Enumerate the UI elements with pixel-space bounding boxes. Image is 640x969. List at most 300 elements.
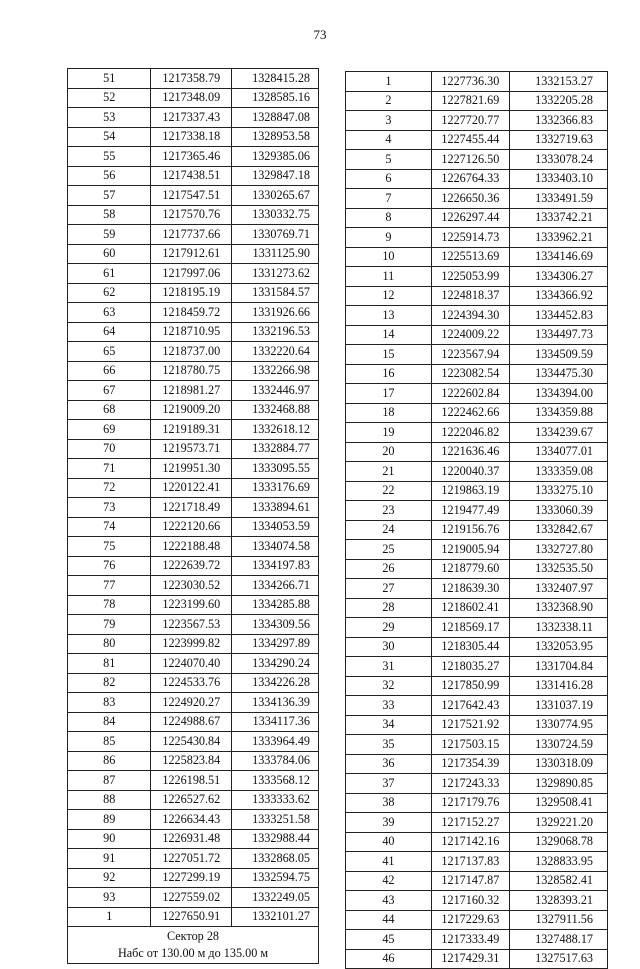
y-coordinate-cell: 1333359.08 — [509, 462, 607, 482]
point-number-cell: 92 — [68, 868, 151, 888]
x-coordinate-cell: 1217850.99 — [431, 676, 509, 696]
y-coordinate-cell: 1331926.66 — [232, 303, 319, 323]
point-number-cell: 42 — [346, 871, 432, 891]
x-coordinate-cell: 1221636.46 — [431, 442, 509, 462]
x-coordinate-cell: 1222602.84 — [431, 384, 509, 404]
y-coordinate-cell: 1332205.28 — [509, 91, 607, 111]
point-number-cell: 36 — [346, 754, 432, 774]
y-coordinate-cell: 1330724.59 — [509, 735, 607, 755]
table-row — [68, 322, 319, 342]
table-row — [68, 537, 319, 557]
table-row — [346, 949, 608, 969]
table-row — [346, 286, 608, 306]
x-coordinate-cell: 1227299.19 — [151, 868, 232, 888]
point-number-cell: 85 — [68, 732, 151, 752]
y-coordinate-cell: 1333095.55 — [232, 459, 319, 479]
point-number-cell: 41 — [346, 852, 432, 872]
x-coordinate-cell: 1225053.99 — [431, 267, 509, 287]
table-row — [68, 400, 319, 420]
point-number-cell: 14 — [346, 325, 432, 345]
point-number-cell: 93 — [68, 888, 151, 908]
point-number-cell: 5 — [346, 150, 432, 170]
table-row — [346, 364, 608, 384]
y-coordinate-cell: 1334146.69 — [509, 247, 607, 267]
x-coordinate-cell: 1218981.27 — [151, 381, 232, 401]
x-coordinate-cell: 1227559.02 — [151, 888, 232, 908]
point-number-cell: 8 — [346, 208, 432, 228]
point-number-cell: 20 — [346, 442, 432, 462]
y-coordinate-cell: 1331273.62 — [232, 264, 319, 284]
table-row — [68, 849, 319, 869]
y-coordinate-cell: 1332535.50 — [509, 559, 607, 579]
table-row — [346, 208, 608, 228]
table-row — [346, 715, 608, 735]
sector-title: Сектор 28 — [166, 929, 220, 943]
table-row — [346, 637, 608, 657]
table-row — [68, 634, 319, 654]
x-coordinate-cell: 1222188.48 — [151, 537, 232, 557]
point-number-cell: 29 — [346, 618, 432, 638]
table-row — [346, 325, 608, 345]
point-number-cell: 34 — [346, 715, 432, 735]
point-number-cell: 78 — [68, 595, 151, 615]
y-coordinate-cell: 1332727.80 — [509, 540, 607, 560]
y-coordinate-cell: 1330318.09 — [509, 754, 607, 774]
x-coordinate-cell: 1217137.83 — [431, 852, 509, 872]
point-number-cell: 26 — [346, 559, 432, 579]
table-row — [346, 423, 608, 443]
x-coordinate-cell: 1218459.72 — [151, 303, 232, 323]
table-row — [68, 654, 319, 674]
point-number-cell: 86 — [68, 751, 151, 771]
point-number-cell: 91 — [68, 849, 151, 869]
table-row — [346, 189, 608, 209]
point-number-cell: 13 — [346, 306, 432, 326]
point-number-cell: 40 — [346, 832, 432, 852]
x-coordinate-cell: 1224818.37 — [431, 286, 509, 306]
point-number-cell: 2 — [346, 91, 432, 111]
table-row — [68, 69, 319, 89]
y-coordinate-cell: 1330265.67 — [232, 186, 319, 206]
table-row — [346, 696, 608, 716]
point-number-cell: 35 — [346, 735, 432, 755]
point-number-cell: 76 — [68, 556, 151, 576]
point-number-cell: 73 — [68, 498, 151, 518]
table-row — [346, 306, 608, 326]
x-coordinate-cell: 1227455.44 — [431, 130, 509, 150]
point-number-cell: 16 — [346, 364, 432, 384]
x-coordinate-cell: 1218035.27 — [431, 657, 509, 677]
y-coordinate-cell: 1332366.83 — [509, 111, 607, 131]
x-coordinate-cell: 1217570.76 — [151, 205, 232, 225]
y-coordinate-cell: 1334117.36 — [232, 712, 319, 732]
point-number-cell: 87 — [68, 771, 151, 791]
y-coordinate-cell: 1332446.97 — [232, 381, 319, 401]
y-coordinate-cell: 1334053.59 — [232, 517, 319, 537]
point-number-cell: 27 — [346, 579, 432, 599]
table-row — [68, 459, 319, 479]
table-row — [68, 888, 319, 908]
y-coordinate-cell: 1332196.53 — [232, 322, 319, 342]
x-coordinate-cell: 1224009.22 — [431, 325, 509, 345]
sector-caption-cell — [68, 927, 319, 964]
x-coordinate-cell: 1226650.36 — [431, 189, 509, 209]
x-coordinate-cell: 1219951.30 — [151, 459, 232, 479]
x-coordinate-cell: 1219009.20 — [151, 400, 232, 420]
point-number-cell: 70 — [68, 439, 151, 459]
x-coordinate-cell: 1223030.52 — [151, 576, 232, 596]
y-coordinate-cell: 1329890.85 — [509, 774, 607, 794]
x-coordinate-cell: 1217348.09 — [151, 88, 232, 108]
x-coordinate-cell: 1223567.94 — [431, 345, 509, 365]
y-coordinate-cell: 1331416.28 — [509, 676, 607, 696]
table-row — [346, 676, 608, 696]
x-coordinate-cell: 1227126.50 — [431, 150, 509, 170]
point-number-cell: 3 — [346, 111, 432, 131]
y-coordinate-cell: 1327911.56 — [509, 910, 607, 930]
point-number-cell: 79 — [68, 615, 151, 635]
x-coordinate-cell: 1225914.73 — [431, 228, 509, 248]
table-row — [346, 657, 608, 677]
x-coordinate-cell: 1217438.51 — [151, 166, 232, 186]
point-number-cell: 84 — [68, 712, 151, 732]
x-coordinate-cell: 1219477.49 — [431, 501, 509, 521]
table-row — [68, 186, 319, 206]
point-number-cell: 62 — [68, 283, 151, 303]
table-row — [346, 520, 608, 540]
y-coordinate-cell: 1332249.05 — [232, 888, 319, 908]
y-coordinate-cell: 1328833.95 — [509, 852, 607, 872]
y-coordinate-cell: 1334226.28 — [232, 673, 319, 693]
point-number-cell: 15 — [346, 345, 432, 365]
table-row — [346, 130, 608, 150]
y-coordinate-cell: 1334452.83 — [509, 306, 607, 326]
y-coordinate-cell: 1332101.27 — [232, 907, 319, 927]
y-coordinate-cell: 1334306.27 — [509, 267, 607, 287]
point-number-cell: 53 — [68, 108, 151, 128]
y-coordinate-cell: 1328582.41 — [509, 871, 607, 891]
y-coordinate-cell: 1333275.10 — [509, 481, 607, 501]
y-coordinate-cell: 1331125.90 — [232, 244, 319, 264]
y-coordinate-cell: 1332338.11 — [509, 618, 607, 638]
x-coordinate-cell: 1218737.00 — [151, 342, 232, 362]
point-number-cell: 64 — [68, 322, 151, 342]
x-coordinate-cell: 1217337.43 — [151, 108, 232, 128]
table-row — [346, 579, 608, 599]
x-coordinate-cell: 1227821.69 — [431, 91, 509, 111]
point-number-cell: 10 — [346, 247, 432, 267]
table-row — [68, 790, 319, 810]
y-coordinate-cell: 1330774.95 — [509, 715, 607, 735]
point-number-cell: 43 — [346, 891, 432, 911]
y-coordinate-cell: 1332868.05 — [232, 849, 319, 869]
y-coordinate-cell: 1334074.58 — [232, 537, 319, 557]
point-number-cell: 83 — [68, 693, 151, 713]
table-row — [68, 751, 319, 771]
x-coordinate-cell: 1224394.30 — [431, 306, 509, 326]
x-coordinate-cell: 1224920.27 — [151, 693, 232, 713]
y-coordinate-cell: 1330769.71 — [232, 225, 319, 245]
y-coordinate-cell: 1327517.63 — [509, 949, 607, 969]
x-coordinate-cell: 1217354.39 — [431, 754, 509, 774]
x-coordinate-cell: 1218780.75 — [151, 361, 232, 381]
table-row — [68, 244, 319, 264]
table-row — [68, 88, 319, 108]
point-number-cell: 82 — [68, 673, 151, 693]
table-row — [346, 72, 608, 92]
point-number-cell: 71 — [68, 459, 151, 479]
point-number-cell: 18 — [346, 403, 432, 423]
table-row — [68, 147, 319, 167]
table-row — [68, 829, 319, 849]
table-row — [68, 303, 319, 323]
point-number-cell: 33 — [346, 696, 432, 716]
y-coordinate-cell: 1328847.08 — [232, 108, 319, 128]
y-coordinate-cell: 1331037.19 — [509, 696, 607, 716]
table-row — [68, 595, 319, 615]
y-coordinate-cell: 1334077.01 — [509, 442, 607, 462]
x-coordinate-cell: 1227736.30 — [431, 72, 509, 92]
point-number-cell: 89 — [68, 810, 151, 830]
table-row — [346, 345, 608, 365]
point-number-cell: 59 — [68, 225, 151, 245]
point-number-cell: 51 — [68, 69, 151, 89]
y-coordinate-cell: 1329508.41 — [509, 793, 607, 813]
table-row — [68, 225, 319, 245]
x-coordinate-cell: 1217912.61 — [151, 244, 232, 264]
point-number-cell: 32 — [346, 676, 432, 696]
point-number-cell: 25 — [346, 540, 432, 560]
y-coordinate-cell: 1327488.17 — [509, 930, 607, 950]
y-coordinate-cell: 1333251.58 — [232, 810, 319, 830]
point-number-cell: 1 — [68, 907, 151, 927]
point-number-cell: 6 — [346, 169, 432, 189]
point-number-cell: 9 — [346, 228, 432, 248]
x-coordinate-cell: 1217503.15 — [431, 735, 509, 755]
left-table-body — [68, 69, 319, 927]
y-coordinate-cell: 1334297.89 — [232, 634, 319, 654]
x-coordinate-cell: 1217338.18 — [151, 127, 232, 147]
y-coordinate-cell: 1334239.67 — [509, 423, 607, 443]
y-coordinate-cell: 1332266.98 — [232, 361, 319, 381]
point-number-cell: 56 — [68, 166, 151, 186]
table-row — [68, 439, 319, 459]
sector-caption — [68, 927, 319, 964]
x-coordinate-cell: 1226527.62 — [151, 790, 232, 810]
y-coordinate-cell: 1332407.97 — [509, 579, 607, 599]
point-number-cell: 39 — [346, 813, 432, 833]
x-coordinate-cell: 1219863.19 — [431, 481, 509, 501]
table-row — [68, 810, 319, 830]
x-coordinate-cell: 1218569.17 — [431, 618, 509, 638]
table-row — [346, 910, 608, 930]
x-coordinate-cell: 1227650.91 — [151, 907, 232, 927]
x-coordinate-cell: 1217429.31 — [431, 949, 509, 969]
x-coordinate-cell: 1218195.19 — [151, 283, 232, 303]
table-row — [68, 517, 319, 537]
point-number-cell: 31 — [346, 657, 432, 677]
table-row — [68, 673, 319, 693]
point-number-cell: 77 — [68, 576, 151, 596]
table-row — [346, 267, 608, 287]
table-row — [346, 111, 608, 131]
y-coordinate-cell: 1333894.61 — [232, 498, 319, 518]
point-number-cell: 68 — [68, 400, 151, 420]
table-row — [346, 228, 608, 248]
point-number-cell: 54 — [68, 127, 151, 147]
point-number-cell: 21 — [346, 462, 432, 482]
x-coordinate-cell: 1224533.76 — [151, 673, 232, 693]
table-row — [346, 618, 608, 638]
y-coordinate-cell: 1328415.28 — [232, 69, 319, 89]
x-coordinate-cell: 1217142.16 — [431, 832, 509, 852]
x-coordinate-cell: 1218710.95 — [151, 322, 232, 342]
table-row — [346, 598, 608, 618]
x-coordinate-cell: 1223082.54 — [431, 364, 509, 384]
point-number-cell: 37 — [346, 774, 432, 794]
point-number-cell: 67 — [68, 381, 151, 401]
y-coordinate-cell: 1328953.58 — [232, 127, 319, 147]
table-row — [68, 693, 319, 713]
x-coordinate-cell: 1218602.41 — [431, 598, 509, 618]
y-coordinate-cell: 1332719.63 — [509, 130, 607, 150]
x-coordinate-cell: 1219189.31 — [151, 420, 232, 440]
y-coordinate-cell: 1329068.78 — [509, 832, 607, 852]
y-coordinate-cell: 1333176.69 — [232, 478, 319, 498]
x-coordinate-cell: 1218305.44 — [431, 637, 509, 657]
sector-range: Набс от 130.00 м до 135.00 м — [117, 946, 269, 960]
x-coordinate-cell: 1223567.53 — [151, 615, 232, 635]
point-number-cell: 58 — [68, 205, 151, 225]
y-coordinate-cell: 1334497.73 — [509, 325, 607, 345]
x-coordinate-cell: 1223199.60 — [151, 595, 232, 615]
y-coordinate-cell: 1329847.18 — [232, 166, 319, 186]
table-row — [346, 169, 608, 189]
x-coordinate-cell: 1224070.40 — [151, 654, 232, 674]
table-row — [346, 891, 608, 911]
x-coordinate-cell: 1225823.84 — [151, 751, 232, 771]
point-number-cell: 75 — [68, 537, 151, 557]
table-row — [346, 754, 608, 774]
y-coordinate-cell: 1334366.92 — [509, 286, 607, 306]
point-number-cell: 72 — [68, 478, 151, 498]
y-coordinate-cell: 1332988.44 — [232, 829, 319, 849]
x-coordinate-cell: 1226764.33 — [431, 169, 509, 189]
point-number-cell: 66 — [68, 361, 151, 381]
y-coordinate-cell: 1332594.75 — [232, 868, 319, 888]
x-coordinate-cell: 1221718.49 — [151, 498, 232, 518]
sector-caption-row — [68, 927, 319, 964]
table-row — [346, 442, 608, 462]
x-coordinate-cell: 1217521.92 — [431, 715, 509, 735]
x-coordinate-cell: 1219156.76 — [431, 520, 509, 540]
point-number-cell: 24 — [346, 520, 432, 540]
y-coordinate-cell: 1332053.95 — [509, 637, 607, 657]
y-coordinate-cell: 1334309.56 — [232, 615, 319, 635]
table-row — [68, 342, 319, 362]
table-row — [346, 735, 608, 755]
y-coordinate-cell: 1334290.24 — [232, 654, 319, 674]
y-coordinate-cell: 1329221.20 — [509, 813, 607, 833]
point-number-cell: 60 — [68, 244, 151, 264]
table-row — [346, 501, 608, 521]
x-coordinate-cell: 1217358.79 — [151, 69, 232, 89]
table-row — [68, 907, 319, 927]
table-row — [346, 247, 608, 267]
x-coordinate-cell: 1217243.33 — [431, 774, 509, 794]
point-number-cell: 55 — [68, 147, 151, 167]
table-row — [68, 712, 319, 732]
y-coordinate-cell: 1328393.21 — [509, 891, 607, 911]
table-row — [68, 478, 319, 498]
point-number-cell: 61 — [68, 264, 151, 284]
table-row — [346, 813, 608, 833]
x-coordinate-cell: 1226634.43 — [151, 810, 232, 830]
table-row — [68, 166, 319, 186]
x-coordinate-cell: 1217333.49 — [431, 930, 509, 950]
point-number-cell: 30 — [346, 637, 432, 657]
x-coordinate-cell: 1222639.72 — [151, 556, 232, 576]
x-coordinate-cell: 1227051.72 — [151, 849, 232, 869]
point-number-cell: 12 — [346, 286, 432, 306]
table-row — [346, 462, 608, 482]
y-coordinate-cell: 1328585.16 — [232, 88, 319, 108]
y-coordinate-cell: 1333078.24 — [509, 150, 607, 170]
y-coordinate-cell: 1334266.71 — [232, 576, 319, 596]
x-coordinate-cell: 1217547.51 — [151, 186, 232, 206]
x-coordinate-cell: 1226198.51 — [151, 771, 232, 791]
x-coordinate-cell: 1218639.30 — [431, 579, 509, 599]
y-coordinate-cell: 1329385.06 — [232, 147, 319, 167]
y-coordinate-cell: 1334475.30 — [509, 364, 607, 384]
x-coordinate-cell: 1222046.82 — [431, 423, 509, 443]
point-number-cell: 52 — [68, 88, 151, 108]
y-coordinate-cell: 1334197.83 — [232, 556, 319, 576]
y-coordinate-cell: 1332220.64 — [232, 342, 319, 362]
table-row — [68, 264, 319, 284]
table-row — [68, 498, 319, 518]
table-row — [346, 930, 608, 950]
y-coordinate-cell: 1333491.59 — [509, 189, 607, 209]
page-number: 73 — [313, 27, 327, 42]
table-row — [68, 868, 319, 888]
point-number-cell: 69 — [68, 420, 151, 440]
y-coordinate-cell: 1333333.62 — [232, 790, 319, 810]
point-number-cell: 19 — [346, 423, 432, 443]
table-row — [346, 774, 608, 794]
coordinates-table-right — [345, 71, 608, 969]
table-row — [346, 384, 608, 404]
table-row — [346, 481, 608, 501]
table-row — [68, 108, 319, 128]
y-coordinate-cell: 1330332.75 — [232, 205, 319, 225]
table-row — [346, 871, 608, 891]
point-number-cell: 22 — [346, 481, 432, 501]
table-row — [346, 559, 608, 579]
x-coordinate-cell: 1227720.77 — [431, 111, 509, 131]
point-number-cell: 46 — [346, 949, 432, 969]
table-row — [346, 540, 608, 560]
table-row — [346, 793, 608, 813]
x-coordinate-cell: 1218779.60 — [431, 559, 509, 579]
y-coordinate-cell: 1331704.84 — [509, 657, 607, 677]
x-coordinate-cell: 1217160.32 — [431, 891, 509, 911]
point-number-cell: 38 — [346, 793, 432, 813]
x-coordinate-cell: 1217229.63 — [431, 910, 509, 930]
point-number-cell: 23 — [346, 501, 432, 521]
point-number-cell: 4 — [346, 130, 432, 150]
x-coordinate-cell: 1226931.48 — [151, 829, 232, 849]
